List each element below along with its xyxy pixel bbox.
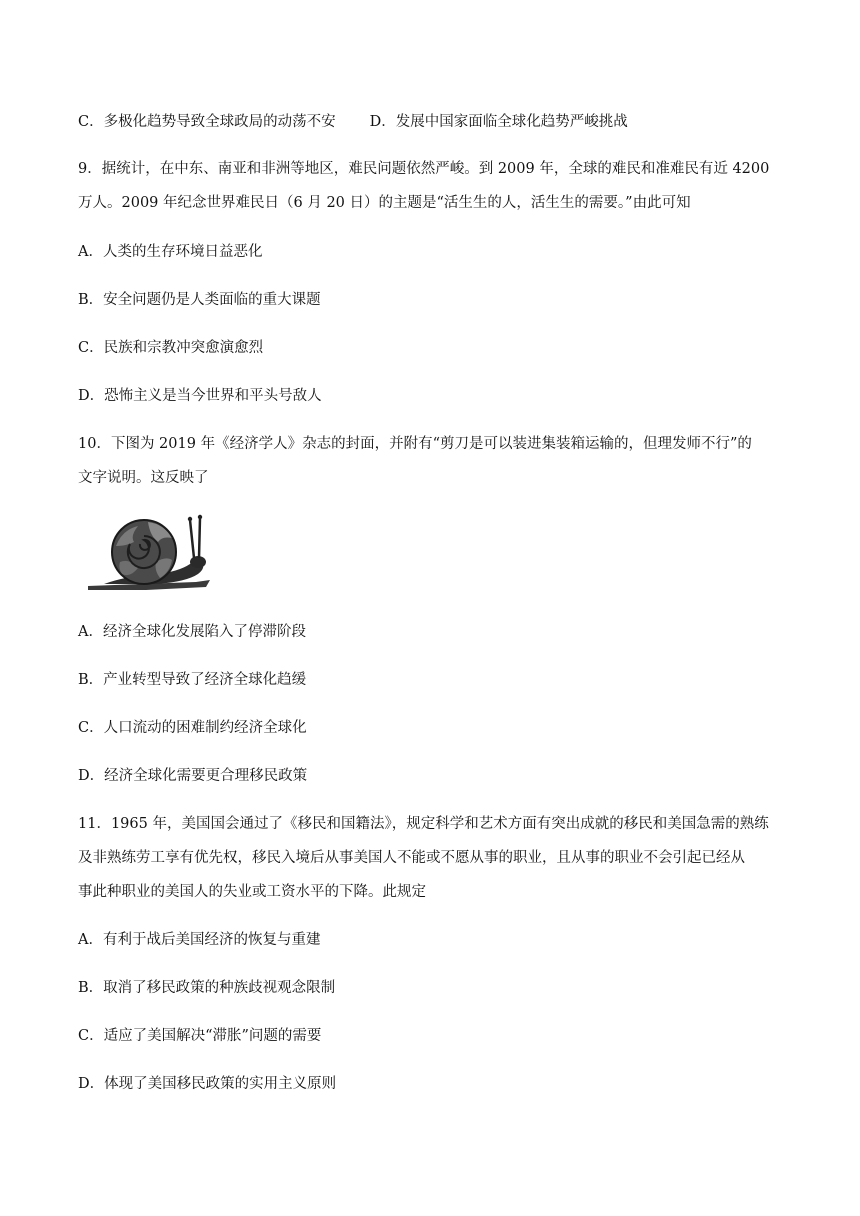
q11-option-a: A．有利于战后美国经济的恢复与重建 xyxy=(78,932,321,948)
q11-option-b: B．取消了移民政策的种族歧视观念限制 xyxy=(78,980,336,996)
q10-option-c: C．人口流动的困难制约经济全球化 xyxy=(78,720,307,736)
q10-option-a: A．经济全球化发展陷入了停滞阶段 xyxy=(78,624,306,640)
q11-stem-line2: 及非熟练劳工享有优先权，移民入境后从事美国人不能或不愿从事的职业，且从事的职业不会引起已经从 xyxy=(78,850,745,866)
q9-stem-line1: 9．据统计，在中东、南亚和非洲等地区，难民问题依然严峻。到 2009 年，全球的难民和准难民有近 4200 xyxy=(78,161,770,177)
q11-stem-line1: 11．1965 年，美国国会通过了《移民和国籍法》，规定科学和艺术方面有突出成就的移民和美国急需的熟练 xyxy=(78,816,769,832)
q10-option-b: B．产业转型导致了经济全球化趋缓 xyxy=(78,672,307,688)
q9-stem-line2: 万人。2009 年纪念世界难民日（6 月 20 日）的主题是“活生生的人，活生生的需要。”由此可知 xyxy=(78,195,691,211)
q11-stem-line3: 事此种职业的美国人的失业或工资水平的下降。此规定 xyxy=(78,884,426,900)
q9-option-b: B．安全问题仍是人类面临的重大课题 xyxy=(78,292,321,308)
q11-option-d: D．体现了美国移民政策的实用主义原则 xyxy=(78,1076,337,1092)
q10-stem-line2: 文字说明。这反映了 xyxy=(78,470,209,486)
q9-option-d: D．恐怖主义是当今世界和平头号敌人 xyxy=(78,388,322,404)
q10-option-d: D．经济全球化需要更合理移民政策 xyxy=(78,768,308,784)
snail-globe-illustration xyxy=(86,512,212,592)
q11-option-c: C．适应了美国解决“滞胀”问题的需要 xyxy=(78,1028,322,1044)
q10-stem-line1: 10．下图为 2019 年《经济学人》杂志的封面，并附有“剪刀是可以装进集装箱运输的，但理发师不行”的 xyxy=(78,436,752,452)
q9-option-a: A．人类的生存环境日益恶化 xyxy=(78,244,263,260)
q8-options-row xyxy=(78,112,628,132)
q8-option-c: C．多极化趋势导致全球政局的动荡不安 xyxy=(78,114,336,130)
q9-option-c: C．民族和宗教冲突愈演愈烈 xyxy=(78,340,264,356)
q8-option-d: D．发展中国家面临全球化趋势严峻挑战 xyxy=(369,114,628,130)
